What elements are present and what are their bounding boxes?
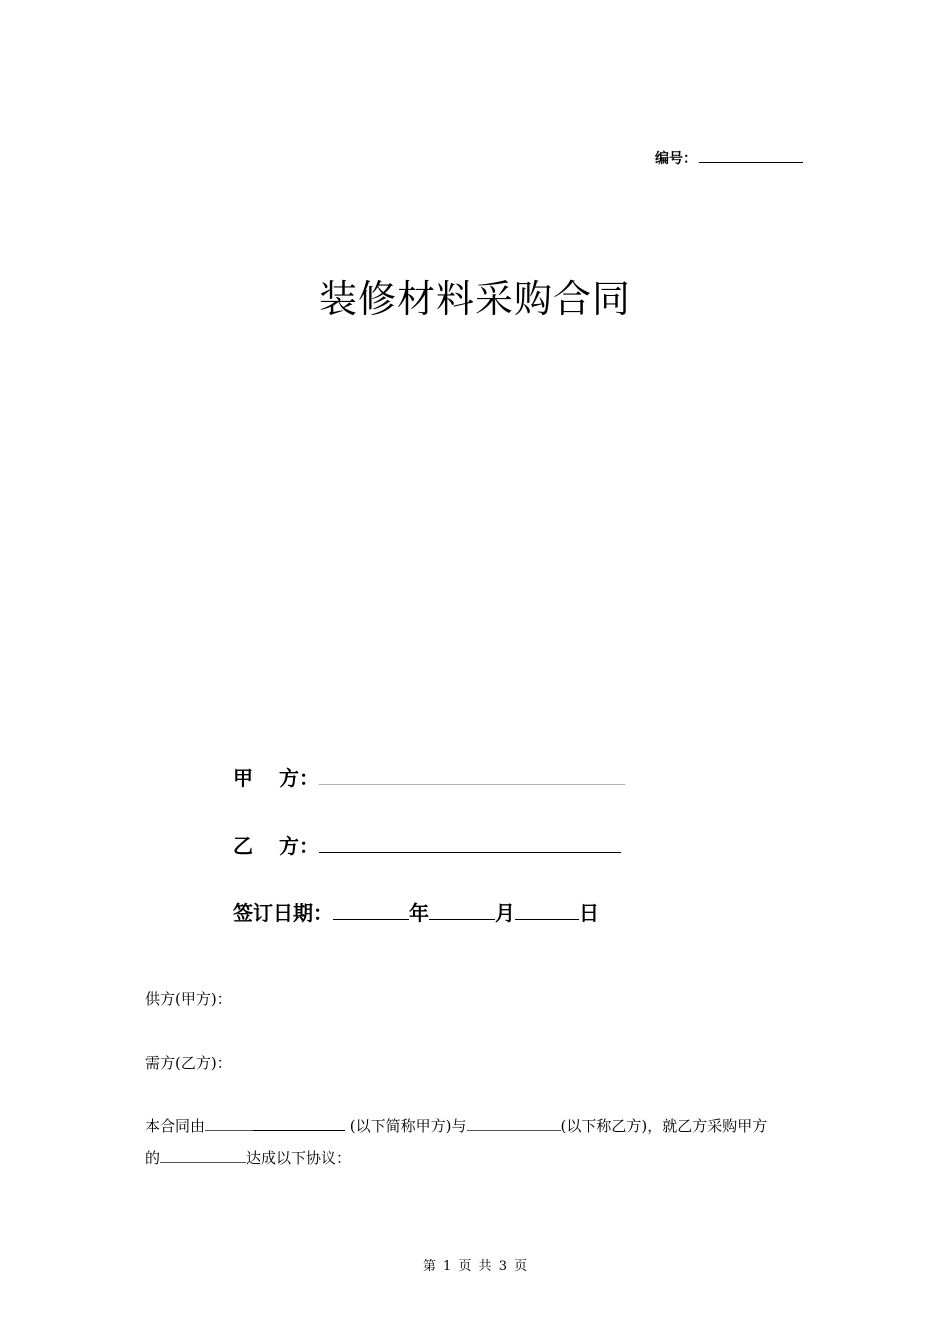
- document-title: 装修材料采购合同: [318, 277, 631, 321]
- intro-line2-prefix: 的: [145, 1149, 161, 1167]
- intro-prefix: 本合同由: [145, 1117, 206, 1135]
- sign-date-row: [233, 897, 599, 926]
- year-blank[interactable]: [333, 918, 409, 920]
- party-a-label-char1: 甲: [233, 766, 253, 790]
- contract-number-blank[interactable]: [699, 161, 803, 163]
- intro-paragraph-line-2: [145, 1147, 351, 1168]
- month-label: 月: [495, 901, 515, 925]
- intro-paragraph-line-1: [145, 1115, 767, 1136]
- month-blank[interactable]: [429, 918, 495, 920]
- intro-blank-party-b[interactable]: [467, 1129, 561, 1131]
- sign-date-label: 签订日期：: [233, 901, 333, 925]
- intro-blank-party-a-2[interactable]: [253, 1129, 345, 1131]
- intro-blank-material[interactable]: [160, 1161, 246, 1163]
- buyer-line: 需方(乙方)：: [145, 1054, 232, 1072]
- year-label: 年: [409, 901, 429, 925]
- party-a-row: [233, 762, 625, 791]
- contract-number-field: [655, 148, 803, 168]
- intro-part-a: (以下简称甲方)与: [349, 1117, 467, 1135]
- day-label: 日: [579, 901, 599, 925]
- page-footer: 第 1 页 共 3 页: [422, 1259, 528, 1274]
- party-b-label-char1: 乙: [233, 834, 253, 858]
- party-a-label-char2: 方：: [279, 766, 319, 790]
- day-blank[interactable]: [515, 918, 579, 920]
- party-b-label-char2: 方：: [279, 834, 319, 858]
- supplier-line: 供方(甲方)：: [145, 990, 232, 1008]
- intro-part-b: (以下称乙方)，就乙方采购甲方: [560, 1117, 768, 1135]
- intro-blank-party-a-1[interactable]: [205, 1129, 253, 1131]
- party-a-blank[interactable]: [319, 783, 625, 785]
- party-b-blank[interactable]: [319, 851, 621, 853]
- party-b-row: [233, 830, 621, 859]
- intro-line2-suffix: 达成以下协议：: [246, 1149, 352, 1167]
- contract-number-label: 编号：: [655, 151, 697, 167]
